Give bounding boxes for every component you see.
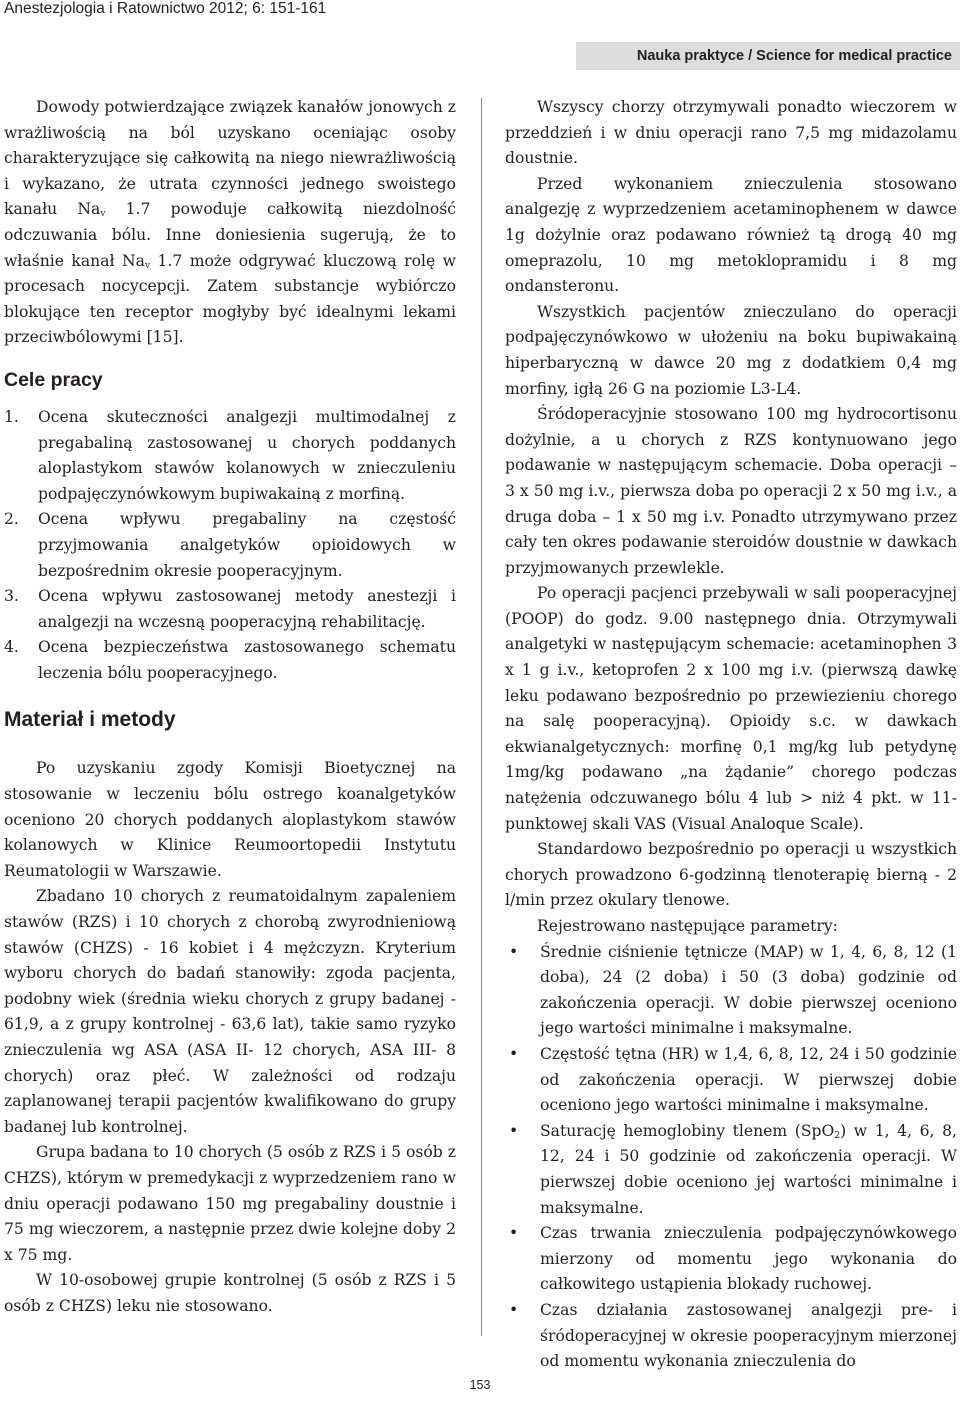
bullet-icon: • — [509, 1300, 519, 1319]
column-divider — [481, 98, 482, 1336]
section-banner: Nauka praktyce / Science for medical practice — [576, 42, 960, 70]
body-paragraph: Po operacji pacjenci przebywali w sali pooperacyjnej (POOP) do godz. 9.00 następnego dnia. Otrzymywali analgetyki w następującym schemacie: acetaminophen 3 x 1 g i.v., ketoprofen 2 x 100 mg i.v. (pierwszą dawkę leku podawano bezpośrednio po przewiezieniu chorego na salę pooperacyjną). Opioidy s.c. w dawkach ekwianalgetycznych: morfinę 0,1 mg/kg lub petydynę 1mg/kg podawano „na żądanie” chorego podczas natężenia odczuwanego bólu 4 lub > niż 4 pkt. w 11-punktowej skali VAS (Visual Analoque Scale). — [505, 584, 957, 833]
parameter-item: • Częstość tętna (HR) w 1,4, 6, 8, 12, 24 i 50 godzinie od zakończenia operacji. W pierwszej dobie oceniono jego wartości minimalne i maksymalne. — [505, 1042, 957, 1119]
methods-paragraph: Zbadano 10 chorych z reumatoidalnym zapaleniem stawów (RZS) i 10 chorych z chorobą zwyrodnieniową stawów (CHZS) - 16 kobiet i 4 mężczyzn. Kryterium wyboru chorych do badań stanowiły: zgoda pacjenta, podobny wiek (średnia wieku chorych z grupy badanej - 61,9, a z grupy kontrolnej - 63,6 lat), takie samo ryzyko znieczulenia wg ASA (ASA II- 12 chorych, ASA III- 8 chorych) oraz płeć. W zależności od rodzaju zaplanowanej terapii pacjentów kwalifikowano do grupy badanej lub kontrolnej. — [4, 887, 456, 1136]
aims-heading: Cele pracy — [4, 368, 103, 391]
aims-item: 4. Ocena bezpieczeństwa zastosowanego schematu leczenia bólu pooperacyjnego. — [4, 638, 456, 682]
bullet-icon: • — [509, 1121, 519, 1140]
parameter-item: • Saturację hemoglobiny tlenem (SpO$_2$) w 1, 4, 6, 8, 12, 24 i 50 godzinie od zakończenia operacji. W pierwszej dobie oceniono jej wartości minimalne i maksymalne. — [505, 1119, 957, 1221]
methods-heading: Materiał i metody — [4, 708, 176, 732]
left-column — [4, 95, 456, 1320]
intro-paragraph: Dowody potwierdzające związek kanałów jonowych z wrażliwością na ból uzyskano oceniając osoby charakteryzujące się całkowitą na niego niewrażliwością i wykazano, że utrata czynności jednego swoistego kanału $Na_v$ 1.7 powoduje całkowitą niezdolność odczuwania bólu. Inne doniesienia sugerują, że to właśnie kanał $Na_v$ 1.7 może odgrywać kluczową rolę w procesach nocycepcji. Zatem substancje wybiórczo blokujące ten receptor mogłyby być idealnymi lekami przeciwbólowymi [15]. — [4, 98, 456, 347]
parameter-item: • Czas trwania znieczulenia podpajęczynówkowego mierzony od momentu jego wykonania do całkowitego ustąpienia blokady ruchowej. — [505, 1221, 957, 1298]
aims-list — [4, 405, 456, 687]
aims-item: 2. Ocena wpływu pregabaliny na częstość przyjmowania analgetyków opioidowych w bezpośrednim okresie pooperacyjnym. — [4, 510, 456, 580]
body-paragraph: Standardowo bezpośrednio po operacji u wszystkich chorych prowadzono 6-godzinną tlenoterapię bierną - 2 l/min przez okulary tlenowe. — [505, 840, 957, 910]
parameter-item: • Czas działania zastosowanej analgezji pre- i śródoperacyjnej w okresie pooperacyjnym mierzonej od momentu wykonania znieczulenia do — [505, 1298, 957, 1375]
methods-paragraph: W 10-osobowej grupie kontrolnej (5 osób z RZS i 5 osób z CHZS) leku nie stosowano. — [4, 1271, 456, 1315]
methods-paragraph: Grupa badana to 10 chorych (5 osób z RZS i 5 osób z CHZS), którym w premedykacji z wyprzedzeniem rano w dniu operacji podawano 150 mg pregabaliny doustnie i 75 mg wieczorem, a następnie przez dwie kolejne doby 2 x 75 mg. — [4, 1143, 456, 1264]
body-paragraph: Wszyscy chorzy otrzymywali ponadto wieczorem w przeddzień i w dniu operacji rano 7,5 mg midazolamu doustnie. — [505, 98, 957, 168]
journal-citation: Anestezjologia i Ratownictwo 2012; 6: 151-161 — [4, 0, 327, 17]
aims-item: 3. Ocena wpływu zastosowanej metody anestezji i analgezji na wczesną pooperacyjną rehabilitację. — [4, 587, 456, 631]
body-paragraph: Przed wykonaniem znieczulenia stosowano analgezję z wyprzedzeniem acetaminophenem w dawce 1g dożylnie oraz podawano również tą drogą 40 mg omeprazolu, 10 mg metoklopramidu i 8 mg ondansteronu. — [505, 174, 957, 296]
body-paragraph: Wszystkich pacjentów znieczulano do operacji podpajęczynówkowo w ułożeniu na boku bupiwakainą hiperbaryczną w dawce 20 mg z dodatkiem 0,4 mg morfiny, igłą 26 G na poziomie L3-L4. — [505, 302, 957, 398]
parameters-list — [505, 940, 957, 1375]
bullet-icon: • — [509, 942, 519, 961]
bullet-icon: • — [509, 1044, 519, 1063]
methods-paragraph: Po uzyskaniu zgody Komisji Bioetycznej na stosowanie w leczeniu bólu ostrego koanalgetyków oceniono 20 chorych poddanych aloplastykom stawów kolanowych w Klinice Reumoortopedii Instytutu Reumatologii w Warszawie. — [4, 759, 456, 880]
body-paragraph: Śródoperacyjnie stosowano 100 mg hydrocortisonu dożylnie, a u chorych z RZS kontynuowano jego podawanie w następującym schemacie. Doba operacji – 3 x 50 mg i.v., pierwsza doba po operacji 2 x 50 mg i.v., a druga doba – 1 x 50 mg i.v. Ponadto utrzymywano przez cały ten okres podawanie steroidów doustnie w dawkach przyjmowanych przewlekle. — [505, 405, 957, 577]
page-number: 153 — [469, 1378, 491, 1392]
parameter-item: • Średnie ciśnienie tętnicze (MAP) w 1, 4, 6, 8, 12 (1 doba), 24 (2 doba) i 50 (3 doba) godzinie od zakończenia operacji. W dobie pierwszej oceniono jego wartości minimalne i maksymalne. — [505, 940, 957, 1042]
bullet-icon: • — [509, 1224, 519, 1243]
right-column — [505, 95, 957, 1375]
body-paragraph: Rejestrowano następujące parametry: — [537, 917, 838, 935]
aims-item: 1. Ocena skuteczności analgezji multimodalnej z pregabaliną zastosowanej u chorych poddanych aloplastykom stawów kolanowych w znieczuleniu podpajęczynówkowym bupiwakainą z morfiną. — [4, 407, 456, 503]
